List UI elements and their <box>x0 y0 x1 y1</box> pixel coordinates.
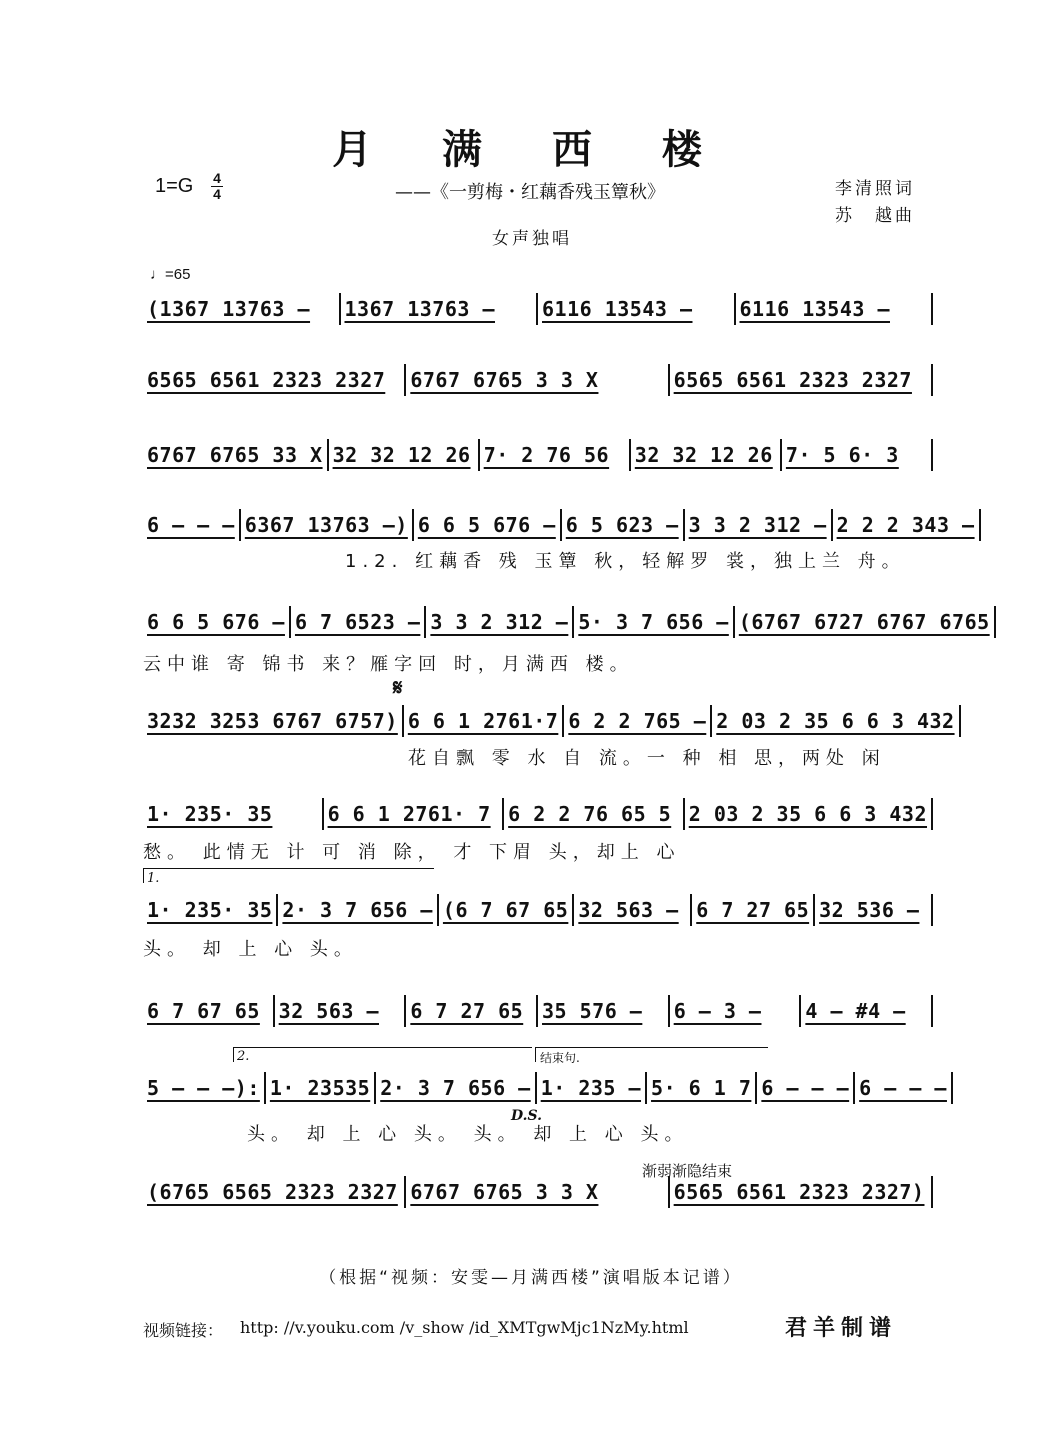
measure: 2 2 2 343 – <box>833 509 981 541</box>
measure: 6 6 5 676 – <box>414 509 562 541</box>
measure: 6 6 1 2761·7 <box>404 705 565 737</box>
measure: 2 03 2 35 6 6 3 432 <box>712 705 960 737</box>
lyric-line: 头。 却 上 心 头。 <box>143 939 358 960</box>
lyric-line: 愁。 此情无 计 可 消 除， 才 下眉 头，却上 心 <box>143 842 681 863</box>
measure: 6367 13763 –) <box>241 509 414 541</box>
measure: 6116 13543 – <box>538 293 736 325</box>
segno-sign: 𝄋 <box>393 675 403 701</box>
measure: 6 7 67 65 <box>143 995 275 1027</box>
measure: 6565 6561 2323 2327) <box>670 1176 933 1208</box>
measure: 6 2 2 76 65 5 <box>504 798 685 830</box>
staff-row-7 <box>143 799 933 829</box>
measure: 32 32 12 26 <box>631 439 782 471</box>
score-title: 月 满 西 楼 <box>332 126 730 173</box>
time-signature-top: 4 <box>213 170 221 186</box>
measure: 1· 23535 <box>266 1072 376 1104</box>
measure: 6116 13543 – <box>736 293 934 325</box>
measure: 6 7 27 65 <box>692 894 815 926</box>
staff-row-4 <box>143 510 975 540</box>
staff-row-2 <box>143 365 933 395</box>
measure: 3 3 2 312 – <box>426 606 574 638</box>
measure: 6 6 1 2761· 7 <box>324 798 505 830</box>
voice-type: 女声独唱 <box>492 229 572 249</box>
source-note: （根据“视频：安雯—月满西楼”演唱版本记谱） <box>319 1268 743 1288</box>
lyric-line: 云中谁 寄 锦书 来？雁字回 时，月满西 楼。 <box>143 654 634 675</box>
measure: 6565 6561 2323 2327 <box>670 364 933 396</box>
time-signature-bottom: 4 <box>213 186 221 202</box>
staff-row-10 <box>143 1073 947 1103</box>
staff-row-1 <box>143 294 933 324</box>
transcriber-seal: 君羊制谱 <box>785 1315 898 1341</box>
measure: 32 563 – <box>574 894 692 926</box>
measure: 6 6 5 676 – <box>143 606 291 638</box>
measure: 32 32 12 26 <box>329 439 480 471</box>
video-link-label: 视频链接： <box>143 1321 224 1340</box>
measure: 2· 3 7 656 – <box>278 894 439 926</box>
measure: 6767 6765 3 3 X <box>406 364 669 396</box>
measure: 1367 13763 – <box>341 293 539 325</box>
composer-credit: 苏 越曲 <box>835 206 915 226</box>
measure: 35 576 – <box>538 995 670 1027</box>
measure: 5 – – –): <box>143 1072 266 1104</box>
staff-row-9 <box>143 996 933 1026</box>
key-signature: 1=G <box>155 175 194 197</box>
measure: 5· 6 1 7 <box>647 1072 757 1104</box>
time-signature <box>211 172 223 201</box>
measure: (6767 6727 6767 6765 <box>735 606 996 638</box>
lyric-line: 头。 却 上 心 头。 头。 却 上 心 头。 <box>247 1124 689 1145</box>
staff-row-6 <box>143 706 955 736</box>
measure: 6 7 6523 – <box>291 606 426 638</box>
measure: 1· 235· 35 <box>143 798 324 830</box>
measure: 6767 6765 3 3 X <box>406 1176 669 1208</box>
measure: 6767 6765 33 X <box>143 439 329 471</box>
measure: 6565 6561 2323 2327 <box>143 364 406 396</box>
second-ending-label: 2. <box>237 1049 250 1064</box>
measure: 6 – – – <box>143 509 241 541</box>
measure: 7· 2 76 56 <box>480 439 631 471</box>
measure: 6 5 623 – <box>562 509 685 541</box>
measure: (6765 6565 2323 2327 <box>143 1176 406 1208</box>
coda-ending-label: 结束句. <box>540 1051 580 1065</box>
measure: 1· 235· 35 <box>143 894 278 926</box>
fade-instruction: 渐弱渐隐结束 <box>642 1162 733 1180</box>
staff-row-11 <box>143 1177 933 1207</box>
measure: 6 7 27 65 <box>406 995 538 1027</box>
measure: 2· 3 7 656 – <box>376 1072 537 1104</box>
tempo-mark: ♩=65 <box>150 266 191 283</box>
staff-row-3 <box>143 440 933 470</box>
measure: 6 – – – <box>855 1072 953 1104</box>
measure: 6 2 2 765 – <box>564 705 712 737</box>
measure: 32 563 – <box>275 995 407 1027</box>
measure: 3 3 2 312 – <box>685 509 833 541</box>
staff-row-5 <box>143 607 990 637</box>
measure: 32 536 – <box>815 894 933 926</box>
measure: 7· 5 6· 3 <box>782 439 933 471</box>
lyric-line: 花自飘 零 水 自 流。一 种 相 思，两处 闲 <box>408 748 886 769</box>
measure: 4 – #4 – <box>801 995 933 1027</box>
first-ending-label: 1. <box>147 871 160 886</box>
measure: 1· 235 – <box>537 1072 647 1104</box>
measure: 2 03 2 35 6 6 3 432 <box>685 798 933 830</box>
second-ending-bracket <box>233 1047 532 1062</box>
lyricist-credit: 李清照词 <box>835 179 915 199</box>
subtitle: ——《一剪梅・红藕香残玉簟秋》 <box>395 182 665 203</box>
measure: (6 7 67 65 <box>439 894 574 926</box>
dal-segno-mark: D.S. <box>511 1108 543 1124</box>
measure: (1367 13763 – <box>143 293 341 325</box>
staff-row-8 <box>143 895 933 925</box>
lyric-line: 1.2. 红藕香 残 玉簟 秋，轻解罗 裳，独上兰 舟。 <box>345 551 906 572</box>
measure: 3232 3253 6767 6757) <box>143 705 404 737</box>
first-ending-bracket <box>143 868 434 883</box>
measure: 5· 3 7 656 – <box>574 606 735 638</box>
measure: 6 – – – <box>757 1072 855 1104</box>
measure: 6 – 3 – <box>670 995 802 1027</box>
video-link[interactable]: http: //v.youku.com /v_show /id_XMTgwMjc1NzMy.html <box>240 1318 689 1337</box>
credits <box>835 176 915 230</box>
